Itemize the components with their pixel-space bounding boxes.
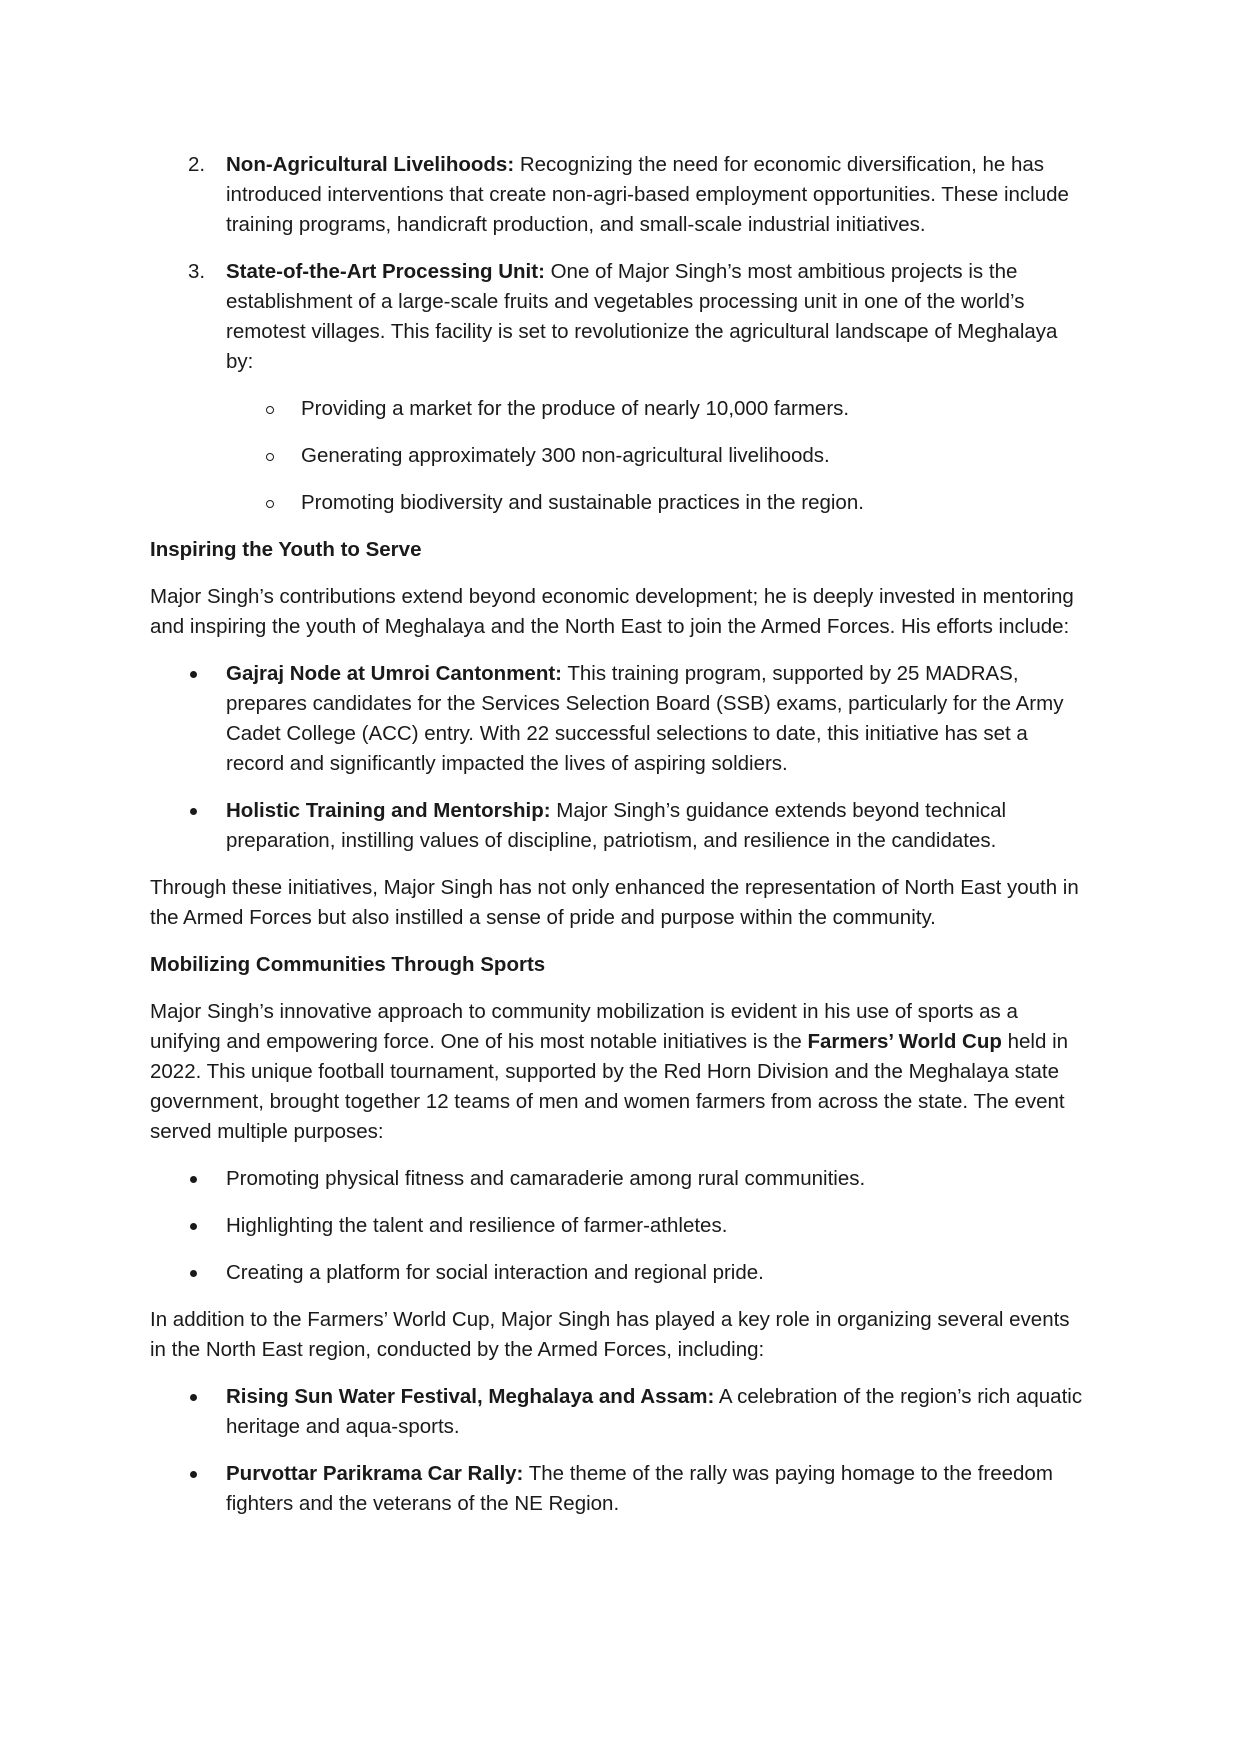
item-title: Non-Agricultural Livelihoods:: [226, 153, 515, 176]
sub-item-text: Promoting biodiversity and sustainable practices in the region.: [301, 491, 864, 514]
sub-item-text: Providing a market for the produce of nearly 10,000 farmers.: [301, 397, 850, 420]
list-item: [150, 796, 1085, 856]
item-text: A celebration of the region’s rich aquatic heritage and aqua-sports.: [226, 1385, 1083, 1438]
bullet-list: [150, 1382, 1085, 1519]
circle-bullet-icon: [266, 453, 274, 461]
section-heading: Inspiring the Youth to Serve: [150, 538, 422, 561]
list-item: [150, 1258, 1085, 1288]
list-number: 3.: [188, 260, 206, 283]
bullet-icon: [190, 1394, 197, 1401]
item-title: Rising Sun Water Festival, Meghalaya and Assam:: [226, 1385, 715, 1408]
item-text: Creating a platform for social interaction and regional pride.: [226, 1261, 764, 1284]
list-item: [150, 1459, 1085, 1519]
item-text: Major Singh’s guidance extends beyond technical preparation, instilling values of discipline, patriotism, and resilience in the candidates.: [226, 799, 1007, 852]
circle-bullet-icon: [266, 500, 274, 508]
sub-list-item: [150, 441, 1085, 471]
bullet-list: [150, 659, 1085, 856]
paragraph: [150, 997, 1085, 1147]
sub-list: [150, 394, 1085, 518]
item-title: State-of-the-Art Processing Unit:: [226, 260, 545, 283]
paragraph-text: held in 2022. This unique football tournament, supported by the Red Horn Division and the Meghalaya state government, brought together 12 teams of men and women farmers from across the state. The event served multiple purposes:: [150, 1030, 1069, 1143]
document-page: [150, 150, 1085, 1536]
list-item: [150, 1164, 1085, 1194]
paragraph-text: Major Singh’s innovative approach to community mobilization is evident in his use of sports as a unifying and empowering force. One of his most notable initiatives is the: [150, 1000, 1018, 1053]
circle-bullet-icon: [266, 406, 274, 414]
paragraph: Through these initiatives, Major Singh has not only enhanced the representation of North East youth in the Armed Forces but also instilled a sense of pride and purpose within the community.: [150, 876, 1079, 929]
item-text: One of Major Singh’s most ambitious projects is the establishment of a large-scale fruits and vegetables processing unit in one of the world’s remotest villages. This facility is set to revolutionize the agricultural landscape of Meghalaya by:: [226, 260, 1058, 373]
bullet-icon: [190, 1471, 197, 1478]
list-item: [150, 1382, 1085, 1442]
item-text: Promoting physical fitness and camaraderie among rural communities.: [226, 1167, 866, 1190]
item-text: This training program, supported by 25 MADRAS, prepares candidates for the Services Selection Board (SSB) exams, particularly for the Army Cadet College (ACC) entry. With 22 successful selections to date, this initiative has set a record and significantly impacted the lives of aspiring soldiers.: [226, 662, 1064, 775]
sub-list-item: [150, 394, 1085, 424]
list-item: [150, 1211, 1085, 1241]
sub-item-text: Generating approximately 300 non-agricultural livelihoods.: [301, 444, 830, 467]
bullet-icon: [190, 671, 197, 678]
bullet-icon: [190, 1176, 197, 1183]
item-text: The theme of the rally was paying homage to the freedom fighters and the veterans of the NE Region.: [226, 1462, 1053, 1515]
paragraph: Major Singh’s contributions extend beyond economic development; he is deeply invested in mentoring and inspiring the youth of Meghalaya and the North East to join the Armed Forces. His efforts include:: [150, 585, 1074, 638]
list-item: [150, 257, 1085, 377]
section-heading: Mobilizing Communities Through Sports: [150, 953, 546, 976]
list-item: [150, 659, 1085, 779]
item-title: Holistic Training and Mentorship:: [226, 799, 551, 822]
bullet-icon: [190, 1223, 197, 1230]
numbered-list: [150, 150, 1085, 377]
item-text: Highlighting the talent and resilience of farmer-athletes.: [226, 1214, 728, 1237]
bullet-icon: [190, 1270, 197, 1277]
sub-list-item: [150, 488, 1085, 518]
list-item: [150, 150, 1085, 240]
emphasis-text: Farmers’ World Cup: [807, 1030, 1002, 1053]
item-title: Gajraj Node at Umroi Cantonment:: [226, 662, 563, 685]
item-title: Purvottar Parikrama Car Rally:: [226, 1462, 524, 1485]
bullet-list: [150, 1164, 1085, 1288]
paragraph: In addition to the Farmers’ World Cup, Major Singh has played a key role in organizing several events in the North East region, conducted by the Armed Forces, including:: [150, 1308, 1070, 1361]
bullet-icon: [190, 808, 197, 815]
list-number: 2.: [188, 153, 206, 176]
item-text: Recognizing the need for economic diversification, he has introduced interventions that create non-agri-based employment opportunities. These include training programs, handicraft production, and small-scale industrial initiatives.: [226, 153, 1069, 236]
